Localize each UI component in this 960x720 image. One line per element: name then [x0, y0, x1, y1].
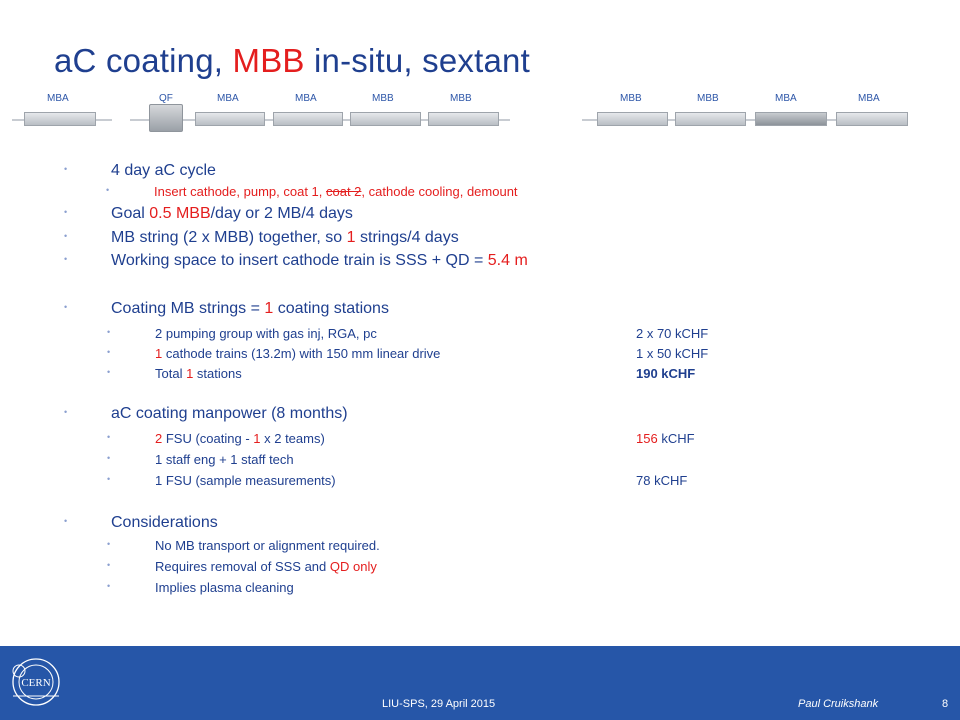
magnet-label: MBB [620, 93, 642, 104]
bullet-marker: • [106, 185, 110, 195]
bullet-trains: • 1 cathode trains (13.2m) with 150 mm linear drive [107, 346, 441, 361]
footer-author: Paul Cruikshank [798, 698, 879, 710]
magnet-block [273, 112, 343, 126]
magnet-label: MBA [217, 93, 239, 104]
bullet-removal: • Requires removal of SSS and QD only [107, 559, 377, 574]
magnet-block [350, 112, 421, 126]
bullet-plasma: • Implies plasma cleaning [107, 580, 294, 595]
magnet-label: MBA [295, 93, 317, 104]
magnet-label: MBA [858, 93, 880, 104]
cern-logo-icon [10, 656, 62, 708]
bullet-marker: • [107, 432, 111, 442]
bullet-goal: • Goal 0.5 MBB/day or 2 MB/4 days [64, 205, 353, 222]
bullet-marker: • [64, 207, 68, 217]
magnet-block [428, 112, 499, 126]
bullet-marker: • [107, 347, 111, 357]
magnet-block [24, 112, 96, 126]
svg-text:CERN: CERN [21, 677, 51, 689]
cost-fsu-coating: 156 kCHF [636, 431, 695, 446]
magnet-block [597, 112, 668, 126]
bullet-marker: • [107, 539, 111, 549]
cost-total: 190 kCHF [636, 366, 696, 381]
title-highlight: MBB [232, 42, 305, 79]
bullet-marker: • [64, 302, 68, 312]
footer-event: LIU-SPS, 29 April 2015 [382, 698, 496, 710]
slide-title: aC coating, MBB in-situ, sextant [54, 42, 530, 79]
bullet-marker: • [64, 164, 68, 174]
bullet-marker: • [64, 254, 68, 264]
magnet-block [755, 112, 827, 126]
magnet-label: MBA [775, 93, 797, 104]
magnet-block [836, 112, 908, 126]
quadrupole-block [149, 104, 183, 132]
magnet-label: MBB [450, 93, 472, 104]
bullet-total: • Total 1 stations [107, 366, 242, 381]
bullet-cycle-steps: • Insert cathode, pump, coat 1, coat 2, cathode cooling, demount [106, 184, 518, 199]
bullet-marker: • [107, 474, 111, 484]
cost-sample: 78 kCHF [636, 473, 688, 488]
magnet-block [195, 112, 265, 126]
magnet-label: MBA [47, 93, 69, 104]
bullet-marker: • [107, 581, 111, 591]
magnet-label: QF [159, 93, 173, 104]
bullet-marker: • [107, 560, 111, 570]
cost-trains: 1 x 50 kCHF [636, 346, 709, 361]
bullet-marker: • [107, 327, 111, 337]
bullet-string: • MB string (2 x MBB) together, so 1 strings/4 days [64, 229, 459, 246]
bullet-no-transport: • No MB transport or alignment required. [107, 538, 380, 553]
bullet-marker: • [64, 407, 68, 417]
bullet-considerations: • Considerations [64, 514, 218, 531]
bullet-fsu-coating: • 2 FSU (coating - 1 x 2 teams) [107, 431, 325, 446]
bullet-marker: • [107, 453, 111, 463]
cost-pumping: 2 x 70 kCHF [636, 326, 709, 341]
bullet-sample: • 1 FSU (sample measurements) [107, 473, 336, 488]
page-number: 8 [942, 698, 949, 710]
magnet-block [675, 112, 746, 126]
bullet-cycle: • 4 day aC cycle [64, 162, 216, 179]
bullet-staff: • 1 staff eng + 1 staff tech [107, 452, 294, 467]
magnet-label: MBB [372, 93, 394, 104]
magnet-label: MBB [697, 93, 719, 104]
bullet-working-space: • Working space to insert cathode train is SSS + QD = 5.4 m [64, 252, 528, 269]
bullet-marker: • [64, 231, 68, 241]
bullet-marker: • [107, 367, 111, 377]
bullet-marker: • [64, 516, 68, 526]
footer-bar [0, 646, 960, 720]
bullet-pumping: • 2 pumping group with gas inj, RGA, pc [107, 326, 377, 341]
bullet-manpower: • aC coating manpower (8 months) [64, 405, 348, 422]
bullet-stations: • Coating MB strings = 1 coating stations [64, 300, 389, 317]
